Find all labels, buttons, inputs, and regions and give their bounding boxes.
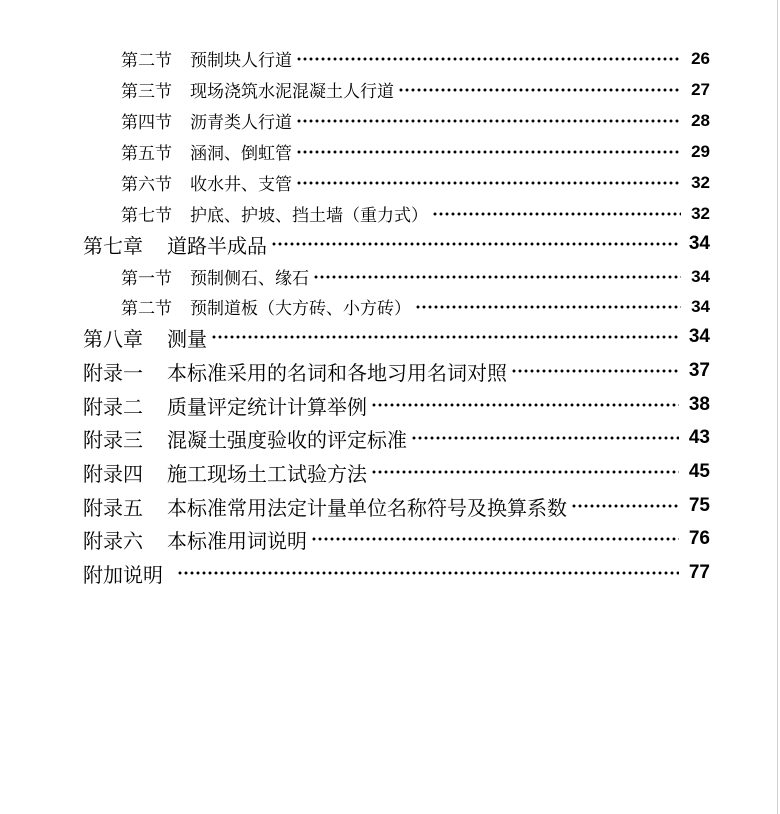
- dot-leader: [411, 436, 679, 440]
- toc-entry-appendix[interactable]: [83, 455, 710, 489]
- toc-entry-section[interactable]: [121, 74, 710, 105]
- toc-entry-label: 第二节: [121, 299, 172, 319]
- toc-entry-page: 34: [691, 296, 710, 316]
- toc-entry-title: 质量评定统计计算举例: [167, 394, 367, 419]
- dot-leader: [571, 504, 679, 508]
- toc-entry-section[interactable]: [121, 261, 710, 292]
- toc-entry-label: 第三节: [121, 82, 172, 102]
- dot-leader: [371, 403, 679, 407]
- toc-entry-page: 32: [691, 172, 710, 192]
- toc-entry-page: 38: [688, 394, 710, 415]
- dot-leader: [296, 181, 681, 185]
- dot-leader: [511, 369, 679, 373]
- toc-entry-page: 29: [691, 141, 710, 161]
- toc-entry-title: 预制道板（大方砖、小方砖）: [190, 299, 411, 319]
- dot-leader: [296, 57, 681, 61]
- toc-entry-page: 26: [691, 48, 710, 68]
- toc-entry-title: 现场浇筑水泥混凝土人行道: [190, 82, 394, 102]
- toc-entry-title: 本标准常用法定计量单位名称符号及换算系数: [167, 495, 567, 520]
- dot-leader: [296, 119, 681, 123]
- dot-leader: [398, 88, 681, 92]
- toc-entry-label: 附录五: [83, 495, 143, 520]
- toc-entry-section[interactable]: [121, 43, 710, 74]
- toc-entry-title: 沥青类人行道: [190, 113, 292, 133]
- toc-entry-label: 第八章: [83, 326, 143, 351]
- toc-entry-label: 附录一: [83, 360, 143, 385]
- toc-entry-page: 77: [688, 562, 710, 583]
- toc-entry-page: 34: [691, 266, 710, 286]
- toc-entry-section[interactable]: [121, 198, 710, 229]
- toc-entry-page: 28: [691, 110, 710, 130]
- dot-leader: [177, 571, 679, 575]
- toc-entry-title: 本标准用词说明: [167, 528, 307, 553]
- toc-entry-label: 第六节: [121, 175, 172, 195]
- toc-entry-chapter[interactable]: [83, 320, 710, 354]
- toc-entry-section[interactable]: [121, 291, 710, 322]
- toc-entry-label: 第五节: [121, 144, 172, 164]
- toc-entry-title: 收水井、支管: [190, 175, 292, 195]
- dot-leader: [415, 305, 681, 309]
- dot-leader: [311, 537, 679, 541]
- toc-entry-chapter[interactable]: [83, 227, 710, 261]
- toc-entry-title: 道路半成品: [167, 233, 267, 258]
- toc-entry-label: 附录二: [83, 394, 143, 419]
- toc-entry-appendix[interactable]: [83, 421, 710, 455]
- dot-leader: [432, 212, 681, 216]
- toc-entry-label: 附录六: [83, 528, 143, 553]
- toc-entry-title: 护底、护坡、挡土墙（重力式）: [190, 206, 428, 226]
- toc-entry-title: 本标准采用的名词和各地习用名词对照: [167, 360, 507, 385]
- dot-leader: [271, 242, 679, 246]
- toc-entry-appendix[interactable]: [83, 522, 710, 556]
- toc-entry-title: 测量: [167, 326, 207, 351]
- toc-entry-page: 34: [688, 233, 710, 254]
- toc-entry-title: 施工现场土工试验方法: [167, 461, 367, 486]
- toc-entry-label: 第四节: [121, 113, 172, 133]
- toc-entry-title: 涵洞、倒虹管: [190, 144, 292, 164]
- toc-entry-page: 75: [688, 495, 710, 516]
- toc-entry-label: 第七章: [83, 233, 143, 258]
- toc-entry-page: 37: [688, 360, 710, 381]
- toc-entry-appendix[interactable]: [83, 354, 710, 388]
- toc-entry-page: 43: [688, 427, 710, 448]
- toc-entry-label: 第七节: [121, 206, 172, 226]
- toc-entry-page: 34: [688, 326, 710, 347]
- toc-entry-title: 预制块人行道: [190, 51, 292, 71]
- toc-entry-label: 附录四: [83, 461, 143, 486]
- toc-entry-page: 32: [691, 203, 710, 223]
- page-edge-divider: [777, 0, 778, 814]
- toc-entry-label: 第二节: [121, 51, 172, 71]
- toc-entry-title: 预制侧石、缘石: [190, 269, 309, 289]
- toc-entry-label: 附加说明: [83, 562, 163, 587]
- toc-entry-label: 第一节: [121, 269, 172, 289]
- toc-entry-section[interactable]: [121, 136, 710, 167]
- dot-leader: [211, 335, 679, 339]
- toc-entry-page: 27: [691, 79, 710, 99]
- toc-entry-appendix[interactable]: [83, 489, 710, 523]
- toc-entry-section[interactable]: [121, 105, 710, 136]
- toc-entry-section[interactable]: [121, 167, 710, 198]
- toc-entry-label: 附录三: [83, 427, 143, 452]
- toc-entry-note[interactable]: [83, 556, 710, 590]
- toc-entry-title: 混凝土强度验收的评定标准: [167, 427, 407, 452]
- toc-entry-appendix[interactable]: [83, 388, 710, 422]
- dot-leader: [296, 150, 681, 154]
- toc-entry-page: 76: [688, 528, 710, 549]
- dot-leader: [371, 470, 679, 474]
- toc-entry-page: 45: [688, 461, 710, 482]
- dot-leader: [313, 275, 681, 279]
